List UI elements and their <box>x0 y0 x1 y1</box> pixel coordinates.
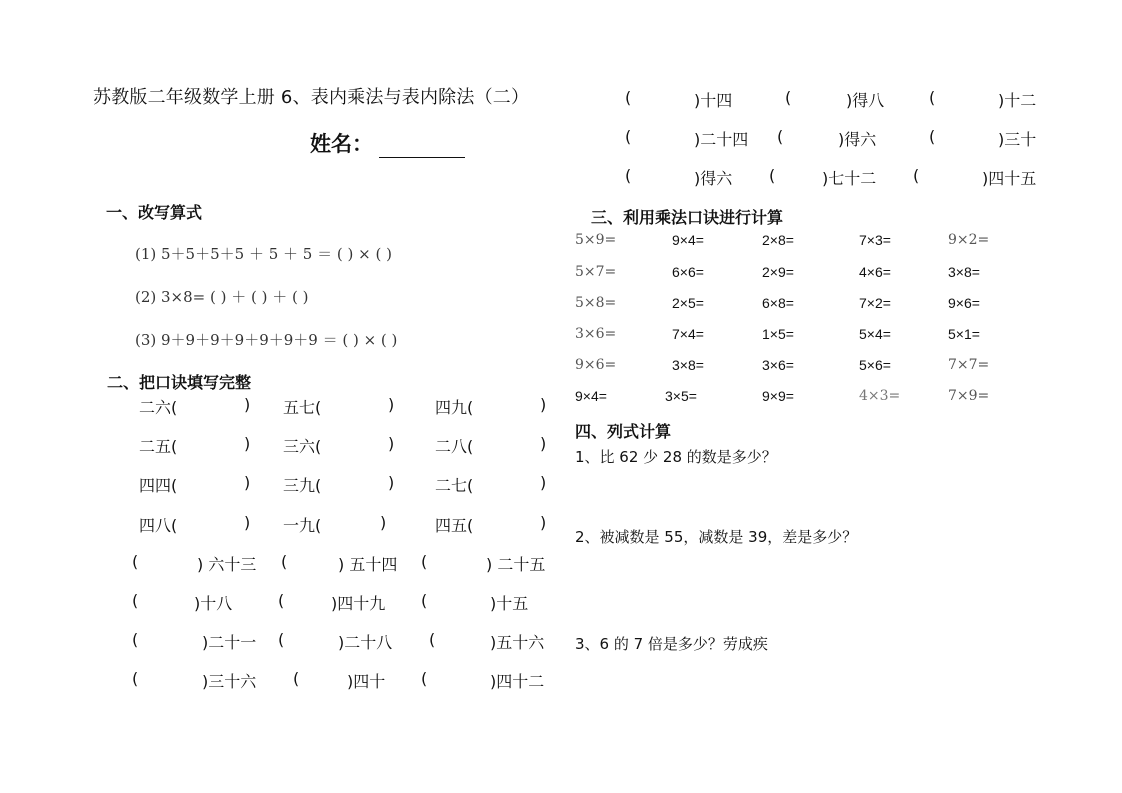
calc-item: 7×9= <box>948 388 990 404</box>
calc-item: 3×8= <box>672 357 704 373</box>
calc-item: 9×4= <box>672 232 704 248</box>
rewrite-item-1: (1) 5＋5＋5＋5 ＋ 5 ＋ 5 ＝ ( ) × ( ) <box>135 245 392 263</box>
close-paren: ) <box>244 473 251 492</box>
open-paren: ( <box>293 669 300 688</box>
calc-item: 2×5= <box>672 295 704 311</box>
reverse-item: )得六 <box>694 169 733 188</box>
open-paren: ( <box>929 127 936 146</box>
koujue-item: 四四( <box>139 476 178 495</box>
section1-heading: 一、改写算式 <box>106 203 203 222</box>
open-paren: ( <box>132 552 139 571</box>
close-paren: ) <box>244 513 251 532</box>
section3-heading: 三、利用乘法口诀进行计算 <box>591 208 784 227</box>
calc-item: 3×6= <box>575 326 617 342</box>
close-paren: ) <box>540 473 547 492</box>
calc-item: 5×1= <box>948 326 980 342</box>
calc-item: 4×6= <box>859 264 891 280</box>
calc-item: 5×7= <box>575 264 617 280</box>
calc-item: 1×5= <box>762 326 794 342</box>
calc-item: 6×8= <box>762 295 794 311</box>
reverse-item: )四十 <box>347 672 386 691</box>
reverse-item: )四十二 <box>490 672 545 691</box>
reverse-item: )三十六 <box>202 672 257 691</box>
rewrite-item-3: (3) 9＋9＋9＋9＋9＋9＋9 ＝ ( ) × ( ) <box>135 331 398 349</box>
koujue-item: 四五( <box>435 516 474 535</box>
reverse-item: )四十五 <box>982 169 1037 188</box>
koujue-item: 三九( <box>283 476 322 495</box>
open-paren: ( <box>281 552 288 571</box>
calc-item: 4×3= <box>859 388 901 404</box>
reverse-item: )得六 <box>838 130 877 149</box>
close-paren: ) <box>540 513 547 532</box>
koujue-item: 二六( <box>139 398 178 417</box>
reverse-item: ) 五十四 <box>338 555 398 574</box>
calc-item: 9×6= <box>948 295 980 311</box>
rewrite-item-2: (2) 3×8= ( ) ＋ ( ) ＋ ( ) <box>135 288 309 306</box>
calc-item: 7×4= <box>672 326 704 342</box>
section2-heading: 二、把口诀填写完整 <box>107 373 252 392</box>
koujue-item: 四八( <box>139 516 178 535</box>
koujue-item: 三六( <box>283 437 322 456</box>
name-blank-line[interactable] <box>379 137 465 158</box>
word-problem-2: 2、被减数是 55，减数是 39，差是多少？ <box>575 528 858 546</box>
calc-item: 3×5= <box>665 388 697 404</box>
close-paren: ) <box>388 473 395 492</box>
koujue-item: 二八( <box>435 437 474 456</box>
reverse-item: )七十二 <box>822 169 877 188</box>
reverse-item: )二十四 <box>694 130 749 149</box>
reverse-item: )二十八 <box>338 633 393 652</box>
open-paren: ( <box>625 166 632 185</box>
calc-item: 9×4= <box>575 388 607 404</box>
calc-item: 5×8= <box>575 295 617 311</box>
calc-item: 7×3= <box>859 232 891 248</box>
reverse-item: )十五 <box>490 594 529 613</box>
calc-item: 5×6= <box>859 357 891 373</box>
open-paren: ( <box>421 591 428 610</box>
word-problem-3: 3、6 的 7 倍是多少？劳成疾 <box>575 635 768 653</box>
reverse-item: ) 二十五 <box>486 555 546 574</box>
calc-item: 5×9= <box>575 232 617 248</box>
calc-item: 2×8= <box>762 232 794 248</box>
open-paren: ( <box>421 669 428 688</box>
open-paren: ( <box>132 630 139 649</box>
close-paren: ) <box>540 395 547 414</box>
open-paren: ( <box>769 166 776 185</box>
reverse-item: )十二 <box>998 91 1037 110</box>
close-paren: ) <box>244 395 251 414</box>
open-paren: ( <box>913 166 920 185</box>
calc-item: 3×6= <box>762 357 794 373</box>
open-paren: ( <box>421 552 428 571</box>
calc-item: 9×9= <box>762 388 794 404</box>
calc-item: 5×4= <box>859 326 891 342</box>
open-paren: ( <box>625 127 632 146</box>
open-paren: ( <box>777 127 784 146</box>
open-paren: ( <box>429 630 436 649</box>
calc-item: 3×8= <box>948 264 980 280</box>
calc-item: 7×7= <box>948 357 990 373</box>
section4-heading: 四、列式计算 <box>575 422 672 441</box>
worksheet-title: 苏教版二年级数学上册 6、表内乘法与表内除法（二） <box>93 87 530 108</box>
calc-item: 7×2= <box>859 295 891 311</box>
close-paren: ) <box>540 434 547 453</box>
koujue-item: 二七( <box>435 476 474 495</box>
reverse-item: )十四 <box>694 91 733 110</box>
open-paren: ( <box>132 591 139 610</box>
open-paren: ( <box>278 630 285 649</box>
close-paren: ) <box>244 434 251 453</box>
open-paren: ( <box>785 88 792 107</box>
calc-item: 6×6= <box>672 264 704 280</box>
reverse-item: )二十一 <box>202 633 257 652</box>
calc-item: 9×2= <box>948 232 990 248</box>
name-field <box>310 128 465 158</box>
open-paren: ( <box>929 88 936 107</box>
koujue-item: 二五( <box>139 437 178 456</box>
close-paren: ) <box>388 434 395 453</box>
open-paren: ( <box>625 88 632 107</box>
reverse-item: ) 六十三 <box>197 555 257 574</box>
open-paren: ( <box>132 669 139 688</box>
koujue-item: 一九( <box>283 516 322 535</box>
reverse-item: )得八 <box>846 91 885 110</box>
name-label: 姓名： <box>310 132 373 156</box>
koujue-item: 四九( <box>435 398 474 417</box>
reverse-item: )三十 <box>998 130 1037 149</box>
reverse-item: )五十六 <box>490 633 545 652</box>
reverse-item: )四十九 <box>331 594 386 613</box>
open-paren: ( <box>278 591 285 610</box>
close-paren: ) <box>380 513 387 532</box>
calc-item: 2×9= <box>762 264 794 280</box>
calc-item: 9×6= <box>575 357 617 373</box>
koujue-item: 五七( <box>283 398 322 417</box>
close-paren: ) <box>388 395 395 414</box>
reverse-item: )十八 <box>194 594 233 613</box>
word-problem-1: 1、比 62 少 28 的数是多少？ <box>575 448 777 466</box>
